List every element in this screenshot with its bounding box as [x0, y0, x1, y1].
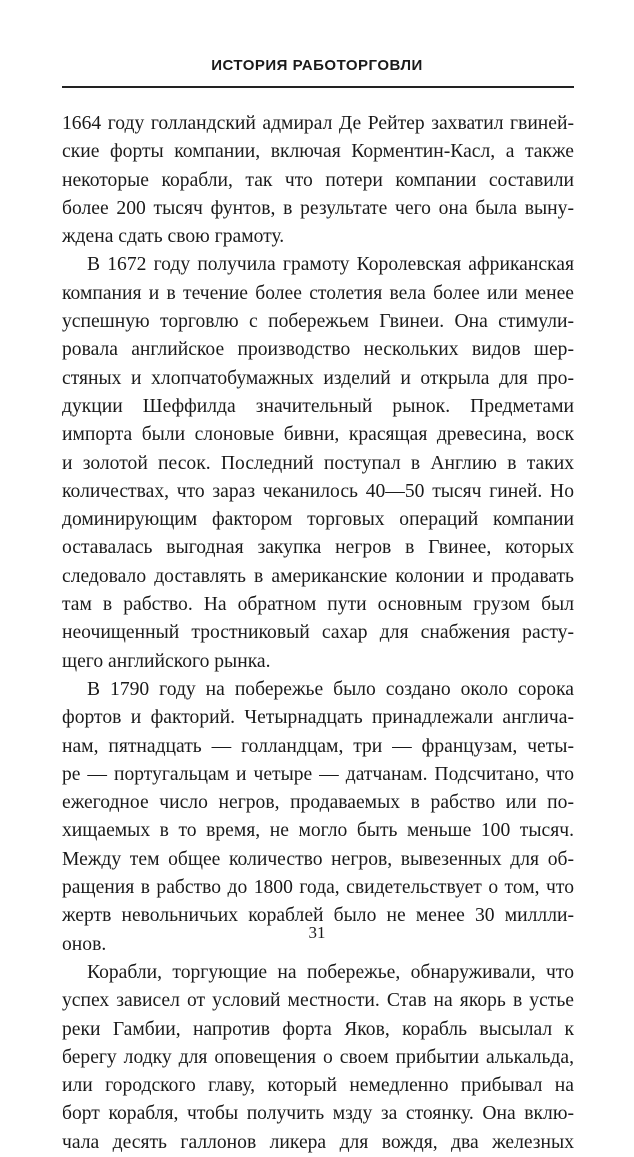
text-line: ровала английское производство нескольких видов шер-	[62, 339, 574, 361]
text-line: и золотой песок. Последний поступал в Англию в таких	[62, 452, 574, 474]
text-line: Между тем общее количество негров, вывезенных для об-	[62, 848, 574, 870]
text-line: ские форты компании, включая Корментин-Касл, а также	[62, 141, 574, 163]
text-line: более 200 тысяч фунтов, в результате чего она была выну-	[62, 197, 574, 219]
text-line: хищаемых в то время, не могло быть меньше 100 тысяч.	[62, 820, 574, 842]
text-line: ре — португальцам и четыре — датчанам. Подсчитано, что	[62, 763, 574, 785]
text-line: дукции Шеффилда значительный рынок. Предметами	[62, 395, 574, 417]
text-line: неочищенный тростниковый сахар для снабжения расту-	[62, 622, 574, 644]
text-line: оставалась выгодная закупка негров в Гвинее, которых	[62, 537, 574, 559]
text-line: В 1672 году получила грамоту Королевская африканская	[87, 254, 574, 276]
text-line: чала десять галлонов ликера для вождя, два железных	[62, 1131, 574, 1153]
text-line: там в рабство. На обратном пути основным грузом был	[62, 594, 574, 616]
running-header: ИСТОРИЯ РАБОТОРГОВЛИ	[211, 57, 423, 74]
page-number: 31	[308, 923, 326, 942]
text-line: компания и в течение более столетия вела более или менее	[62, 282, 574, 304]
text-line: щего английского рынка.	[62, 650, 271, 672]
text-line: фортов и факторий. Четырнадцать принадлежали англича-	[62, 707, 574, 729]
text-line: успех зависел от условий местности. Став на якорь в устье	[62, 990, 574, 1012]
text-line: количествах, что зараз чеканилось 40—50 тысяч гиней. Но	[62, 480, 574, 502]
text-line: или городского главу, который немедленно прибывал на	[62, 1075, 574, 1097]
text-line: ждена сдать свою грамоту.	[62, 226, 285, 248]
text-line: импорта были слоновые бивни, красящая древесина, воск	[62, 424, 574, 446]
text-line: ежегодное число негров, продаваемых в рабство или по-	[62, 792, 574, 814]
text-line: стяных и хлопчатобумажных изделий и открыла для про-	[62, 367, 574, 389]
text-line: 1664 году голландский адмирал Де Рейтер захватил гвиней-	[62, 113, 574, 134]
text-line: Корабли, торгующие на побережье, обнаруживали, что	[87, 961, 574, 983]
text-line: успешную торговлю с побережьем Гвинеи. Она стимули-	[62, 311, 574, 333]
header-rule	[62, 86, 574, 88]
text-line: доминирующим фактором торговых операций компании	[62, 509, 574, 531]
text-line: нам, пятнадцать — голландцам, три — французам, четы-	[62, 735, 574, 757]
text-line: реки Гамбии, напротив форта Яков, корабль высылал к	[62, 1018, 574, 1040]
text-line: берегу лодку для оповещения о своем прибытии алькальда,	[62, 1046, 574, 1068]
text-line: некоторые корабли, так что потери компании составили	[62, 169, 574, 191]
text-line: следовало доставлять в американские колонии и продавать	[62, 565, 574, 587]
text-line: онов.	[62, 933, 107, 955]
text-line: В 1790 году на побережье было создано около сорока	[87, 678, 574, 700]
text-line: жертв невольничьих кораблей было не менее 30 миллли-	[62, 905, 574, 927]
text-line: борт корабля, чтобы получить мзду за стоянку. Она вклю-	[62, 1103, 574, 1125]
text-line: ращения в рабство до 1800 года, свидетельствует о том, что	[62, 877, 574, 899]
